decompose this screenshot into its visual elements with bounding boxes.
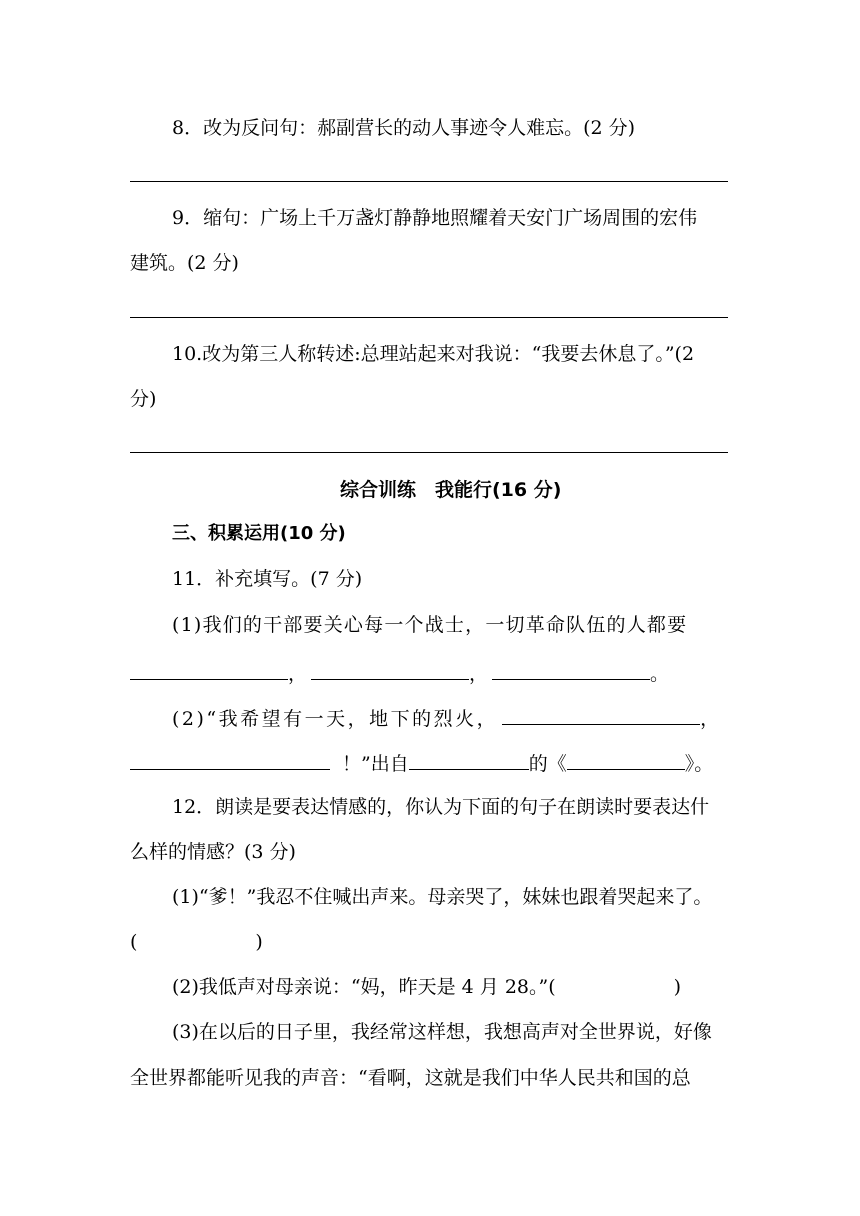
- section-title: 综合训练 我能行(16 分): [340, 479, 562, 501]
- q12-s2-text: (2)我低声对母亲说：“妈，昨天是 4 月 28。”(: [172, 976, 556, 998]
- q11-sub1-line1: (1)我们的干部要关心每一个战士，一切革命队伍的人都要: [172, 614, 688, 636]
- q12-s1-close-paren: ): [255, 931, 263, 953]
- q11-sub2-blank-1[interactable]: [502, 704, 700, 725]
- q11-sub1-blanks: [130, 659, 669, 686]
- q12-s3-line1: (3)在以后的日子里，我经常这样想，我想高声对全世界说，好像: [172, 1021, 712, 1043]
- q11-title: 11．补充填写。(7 分): [172, 568, 363, 590]
- q11-sub2-source-a: ！”出自: [342, 753, 409, 775]
- q11-sub2-text: (2)“我希望有一天，地下的烈火，: [172, 708, 499, 730]
- q12-s1-open-paren: (: [130, 931, 138, 953]
- q11-sub2-comma: ，: [700, 708, 722, 730]
- q11-sub1-blank-3[interactable]: [492, 659, 650, 680]
- q12-s1-line1: (1)“爹！”我忍不住喊出声来。母亲哭了，妹妹也跟着哭起来了。: [172, 886, 713, 908]
- q9-line1: 9．缩句：广场上千万盏灯静静地照耀着天安门广场周围的宏伟: [172, 207, 698, 229]
- q12-line1: 12．朗读是要表达情感的，你认为下面的句子在朗读时要表达什: [172, 796, 710, 818]
- q11-sub1-blank-2[interactable]: [311, 659, 469, 680]
- q11-sub1-period: 。: [650, 663, 670, 685]
- q11-sub1-comma-2: ，: [469, 663, 489, 685]
- q12-s2-close-paren: ): [673, 976, 682, 998]
- q11-sub1-comma-1: ，: [288, 663, 308, 685]
- q11-sub2-line1: [172, 704, 722, 731]
- q11-sub2-blank-2[interactable]: [130, 749, 330, 770]
- q11-sub2-blank-author[interactable]: [409, 749, 529, 770]
- q11-sub2-blank-title[interactable]: [567, 749, 685, 770]
- q9-line2: 建筑。(2 分): [130, 252, 239, 274]
- q11-sub1-blank-1[interactable]: [130, 659, 288, 680]
- q9-answer-line[interactable]: [130, 317, 728, 318]
- q10-answer-line[interactable]: [130, 452, 728, 453]
- q10-line1: 10.改为第三人称转述:总理站起来对我说：“我要去休息了。”(2: [172, 343, 695, 365]
- q11-sub2-source-c: 》。: [684, 753, 714, 775]
- q12-s2: [172, 975, 681, 999]
- q12-s1-answer: [130, 930, 263, 954]
- q11-sub2-line2: [130, 749, 713, 776]
- q8-text: 8．改为反问句：郝副营长的动人事迹令人难忘。(2 分): [172, 117, 636, 139]
- part3-heading: 三、积累运用(10 分): [172, 523, 346, 544]
- q11-sub2-source-b: 的《: [528, 753, 567, 775]
- q10-line2: 分): [130, 388, 157, 410]
- q8-answer-line[interactable]: [130, 181, 728, 182]
- q12-s3-line2: 全世界都能听见我的声音：“看啊，这就是我们中华人民共和国的总: [130, 1067, 691, 1089]
- q12-line2: 么样的情感？(3 分): [130, 841, 296, 863]
